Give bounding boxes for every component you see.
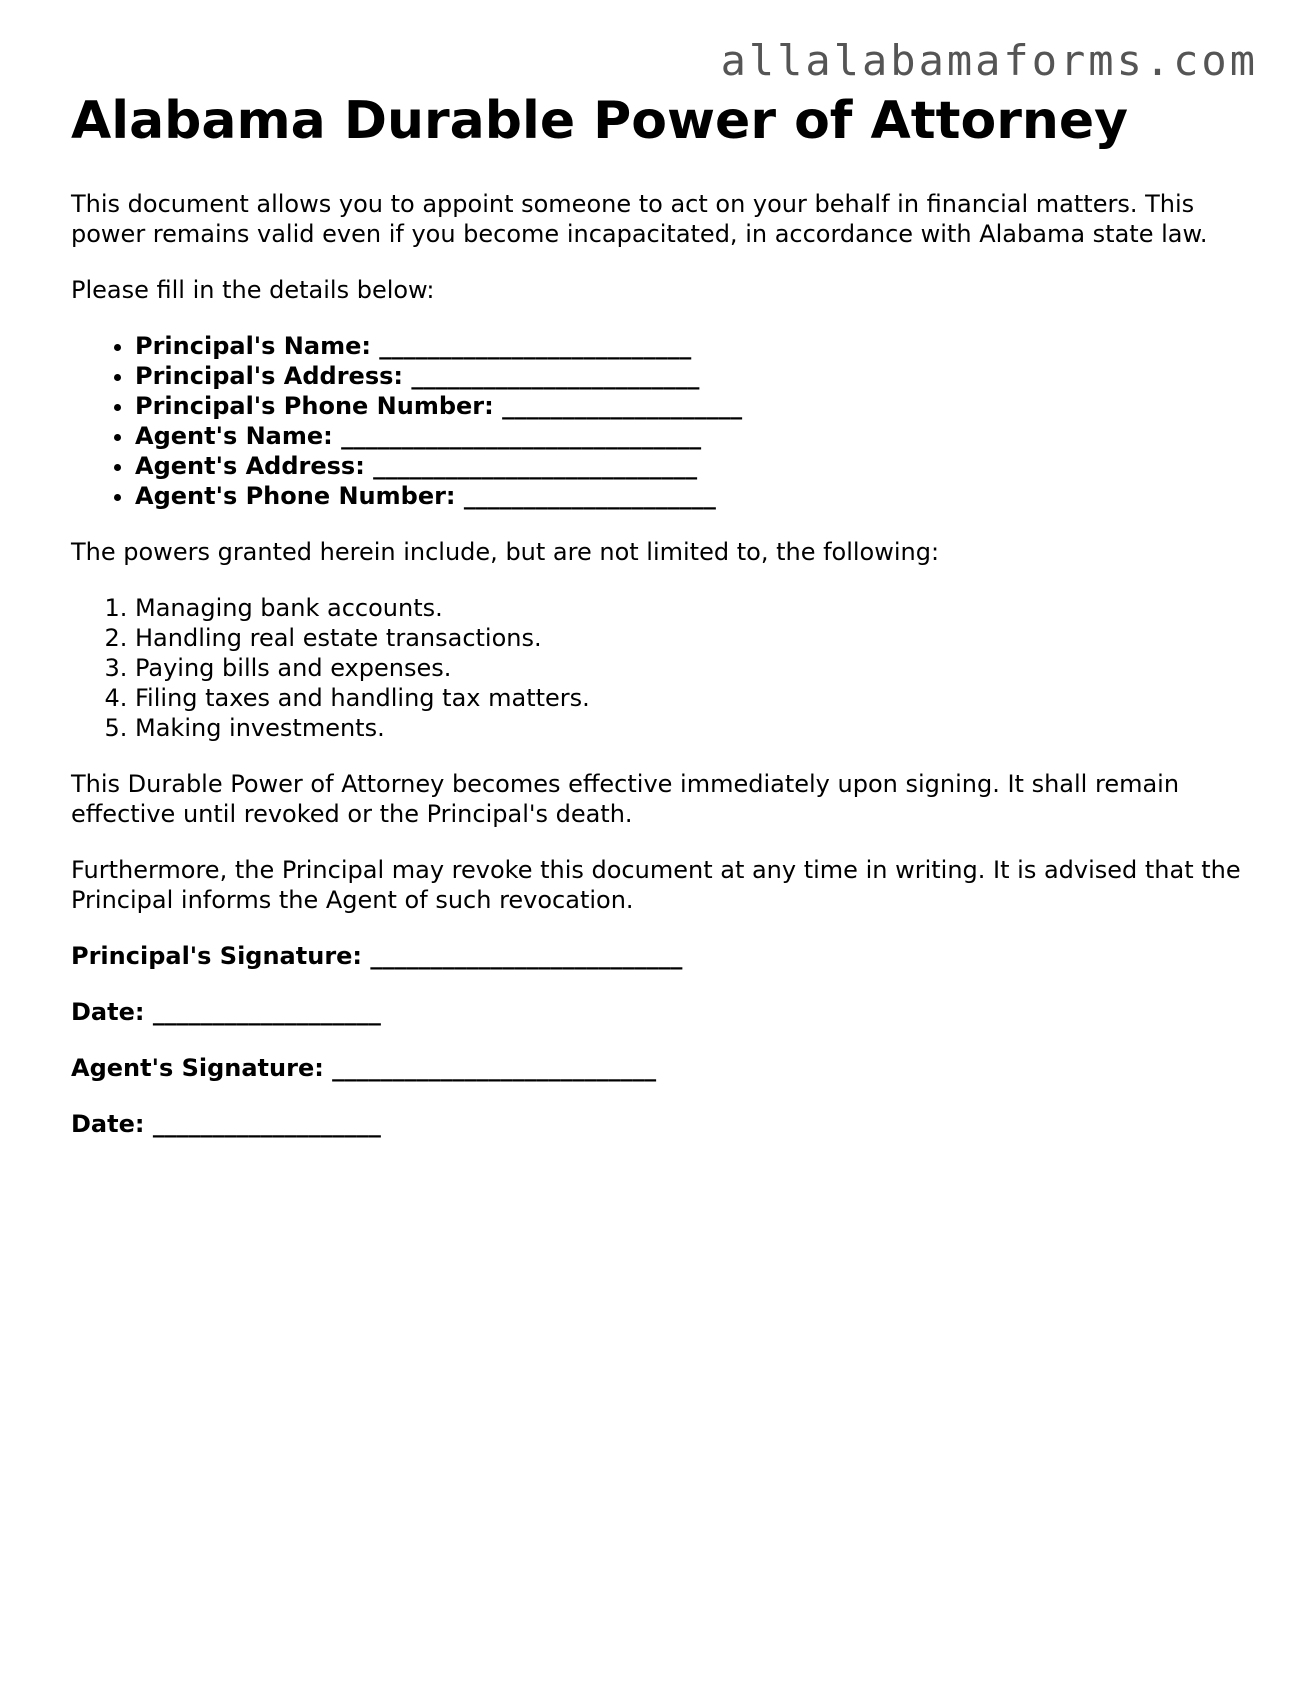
- details-field-list: [71, 331, 1251, 511]
- principal-address-field: • Principal's Address: ________________________: [135, 361, 1251, 391]
- power-item: 5. Making investments.: [135, 713, 1251, 743]
- revocation-paragraph: Furthermore, the Principal may revoke this document at any time in writing. It is advised that the Principal informs the Agent of such revocation.: [71, 856, 1241, 914]
- principal-date-line: Date: ___________________: [71, 998, 381, 1026]
- agent-phone-field: • Agent's Phone Number: _____________________: [135, 481, 1251, 511]
- effective-paragraph: This Durable Power of Attorney becomes effective immediately upon signing. It shall remain effective until revoked or the Principal's death.: [71, 770, 1180, 828]
- powers-intro: The powers granted herein include, but are not limited to, the following:: [71, 538, 940, 566]
- site-watermark: allalabamaforms.com: [720, 36, 1258, 85]
- fill-prompt: Please fill in the details below:: [71, 276, 435, 304]
- document-title: Alabama Durable Power of Attorney: [71, 91, 1129, 151]
- principal-signature-line: Principal's Signature: __________________________: [71, 942, 683, 970]
- agent-date-line: Date: ___________________: [71, 1110, 381, 1138]
- principal-phone-field: • Principal's Phone Number: ____________________: [135, 391, 1251, 421]
- agent-name-field: • Agent's Name: ______________________________: [135, 421, 1251, 451]
- agent-signature-line: Agent's Signature: ___________________________: [71, 1054, 657, 1082]
- agent-address-field: • Agent's Address: ___________________________: [135, 451, 1251, 481]
- power-item: 4. Filing taxes and handling tax matters.: [135, 683, 1251, 713]
- document-page: [71, 90, 1251, 1139]
- power-item: 3. Paying bills and expenses.: [135, 653, 1251, 683]
- intro-paragraph: This document allows you to appoint someone to act on your behalf in financial matters. This power remains valid even if you become incapacitated, in accordance with Alabama state law.: [71, 190, 1208, 248]
- power-item: 2. Handling real estate transactions.: [135, 623, 1251, 653]
- principal-name-field: • Principal's Name: __________________________: [135, 331, 1251, 361]
- powers-list: [71, 593, 1251, 743]
- power-item: 1. Managing bank accounts.: [135, 593, 1251, 623]
